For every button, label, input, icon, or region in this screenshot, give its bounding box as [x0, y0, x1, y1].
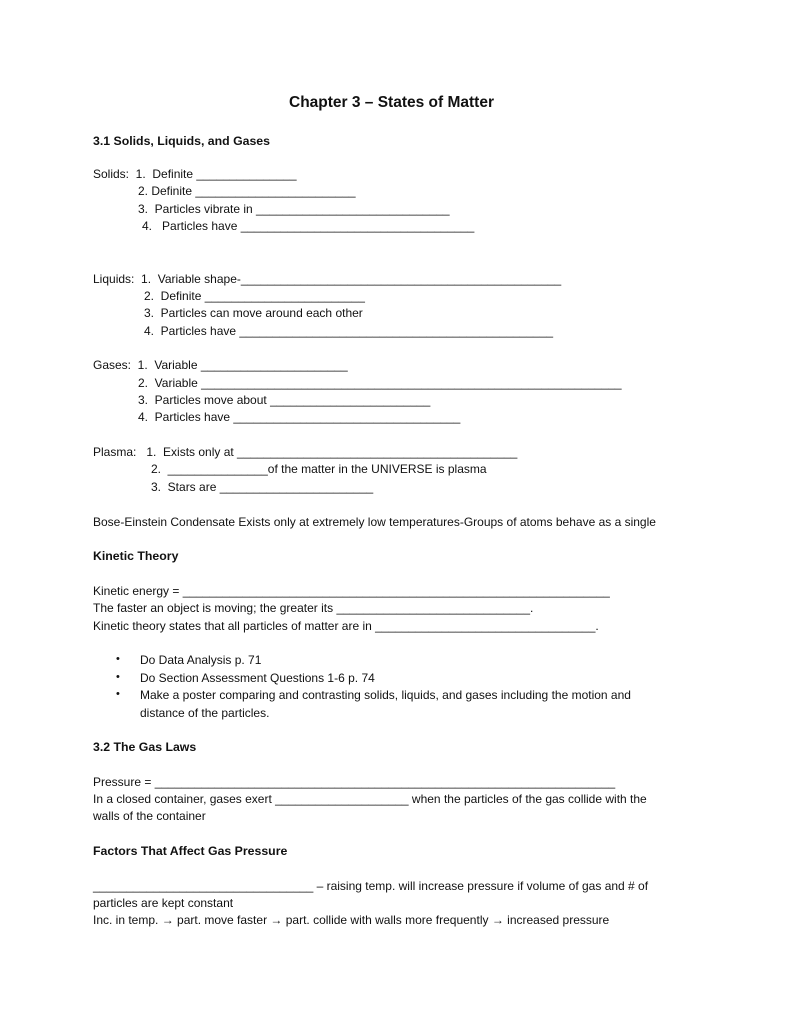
plasma-line-2: 2. _______________of the matter in the UNIVERSE is plasma	[151, 462, 487, 476]
gases-line-1: Gases: 1. Variable ______________________	[93, 358, 348, 372]
kinetic-line-1: Kinetic energy = ________________________________________________________________	[93, 584, 610, 598]
factors-line-2: particles are kept constant	[93, 896, 234, 910]
page-title: Chapter 3 – States of Matter	[289, 94, 494, 111]
solids-line-4: 4. Particles have ___________________________________	[142, 219, 475, 233]
factors-line-1: _________________________________ – raising temp. will increase pressure if volume of gas and # of	[93, 879, 649, 893]
liquids-line-4: 4. Particles have _______________________________________________	[144, 324, 554, 338]
section-heading-3-2: 3.2 The Gas Laws	[93, 740, 197, 754]
gas-laws-line-1: Pressure = _____________________________________________________________________	[93, 775, 616, 789]
solids-line-3: 3. Particles vibrate in _____________________________	[138, 202, 450, 216]
section-heading-3-1: 3.1 Solids, Liquids, and Gases	[93, 134, 270, 148]
bullet-icon: •	[116, 653, 120, 665]
kinetic-line-2: The faster an object is moving; the greater its _____________________________.	[93, 601, 534, 615]
gas-laws-line-3: walls of the container	[93, 809, 206, 823]
factors-line-3: Inc. in temp. → part. move faster → part. collide with walls more frequently → increased pressure	[93, 913, 610, 927]
gases-line-4: 4. Particles have __________________________________	[138, 410, 461, 424]
factors-heading: Factors That Affect Gas Pressure	[93, 844, 288, 858]
gases-line-3: 3. Particles move about ________________________	[138, 393, 431, 407]
solids-line-2: 2. Definite ________________________	[138, 184, 356, 198]
bullet-icon: •	[116, 671, 120, 683]
bullet-icon: •	[116, 688, 120, 700]
gas-laws-line-2: In a closed container, gases exert ____________________ when the particles of the gas collide with the	[93, 792, 647, 806]
kinetic-line-3: Kinetic theory states that all particles of matter are in _________________________________.	[93, 619, 599, 633]
bullet-item-1: Do Data Analysis p. 71	[140, 653, 262, 667]
bullet-item-3-cont: distance of the particles.	[140, 706, 270, 720]
solids-line-1: Solids: 1. Definite _______________	[93, 167, 297, 181]
bullet-item-3: Make a poster comparing and contrasting solids, liquids, and gases including the motion and	[140, 688, 631, 702]
bose-einstein-line: Bose-Einstein Condensate Exists only at extremely low temperatures-Groups of atoms behave as a single	[93, 515, 656, 529]
plasma-line-1: Plasma: 1. Exists only at __________________________________________	[93, 445, 518, 459]
liquids-line-3: 3. Particles can move around each other	[144, 306, 363, 320]
bullet-item-2: Do Section Assessment Questions 1-6 p. 74	[140, 671, 375, 685]
plasma-line-3: 3. Stars are _______________________	[151, 480, 374, 494]
gases-line-2: 2. Variable _______________________________________________________________	[138, 376, 622, 390]
kinetic-theory-heading: Kinetic Theory	[93, 549, 179, 563]
liquids-line-1: Liquids: 1. Variable shape-________________________________________________	[93, 272, 562, 286]
liquids-line-2: 2. Definite ________________________	[144, 289, 365, 303]
